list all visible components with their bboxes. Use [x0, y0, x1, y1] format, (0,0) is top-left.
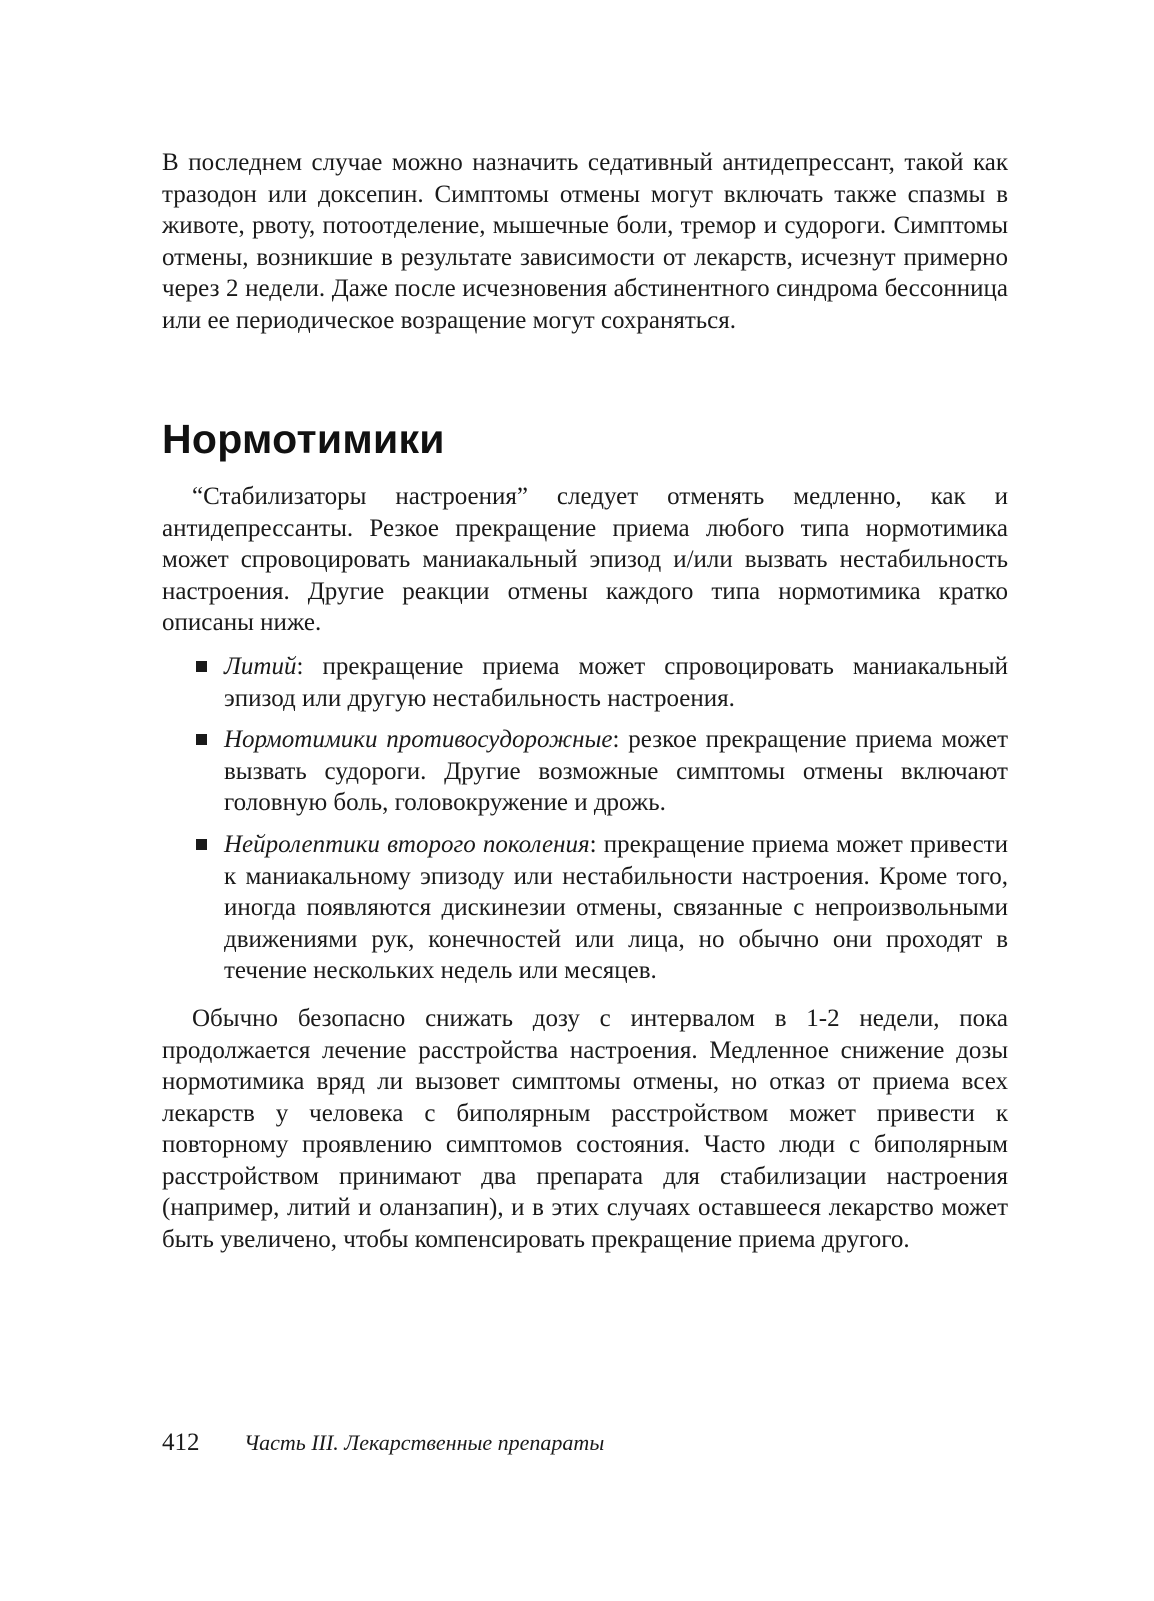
body-paragraph: В последнем случае можно назначить седативный антидепрессант, такой как тразодон или доксепин. Симптомы отмены могут включать также спазмы в животе, рвоту, потоотделение, мышечные боли, тремор и судороги. Симптомы отмены, возникшие в результате зависимости от лекарств, исчезнут примерно через 2 недели. Даже после исчезновения абстинентного синдрома бессонница или ее периодическое возращение могут сохраняться. [162, 149, 1008, 334]
list-item-term: Нормотимики противосудорожные [224, 726, 613, 754]
bullet-list [162, 651, 1008, 987]
list-item-text: : резкое прекращение приема может вызвать судороги. Другие возможные симптомы отмены включают головную боль, головокружение и дрожь. [224, 726, 1008, 817]
list-item [162, 651, 1008, 714]
list-item [162, 829, 1008, 987]
list-item-term: Литий [224, 652, 297, 680]
body-paragraph: Обычно безопасно снижать дозу с интервалом в 1-2 недели, пока продолжается лечение расстройства настроения. Медленное снижение дозы нормотимика вряд ли вызовет симптомы отмены, но отказ от приема всех лекарств у человека с биполярным расстройством может привести к повторному проявлению симптомов состояния. Часто люди с биполярным расстройством принимают два препарата для стабилизации настроения (например, литий и оланзапин), и в этих случаях оставшееся лекарство может быть увеличено, чтобы компенсировать прекращение приема другого. [162, 1004, 1008, 1254]
section-heading: Нормотимики [162, 416, 445, 462]
body-paragraph: “Стабилизаторы настроения” следует отменять медленно, как и антидепрессанты. Резкое прекращение приема любого типа нормотимика может спровоцировать маниакальный эпизод и/или вызвать нестабильность настроения. Другие реакции отмены каждого типа нормотимика кратко описаны ниже. [162, 483, 1008, 637]
running-footer-title: Часть III. Лекарственные препараты [244, 1430, 605, 1455]
page-number: 412 [162, 1429, 200, 1456]
page-content [162, 147, 1008, 1256]
list-item-text: : прекращение приема может спровоцировать маниакальный эпизод или другую нестабильность настроения. [224, 652, 1008, 712]
list-item [162, 724, 1008, 819]
list-item-text: : прекращение приема может привести к маниакальному эпизоду или нестабильности настроения. Кроме того, иногда появляются дискинезии отмены, связанные с непроизвольными движениями рук, конечностей или лица, но обычно они проходят в течение нескольких недель или месяцев. [224, 830, 1008, 985]
square-bullet-icon [196, 839, 207, 850]
square-bullet-icon [196, 661, 207, 672]
list-item-term: Нейролептики второго поколения [224, 830, 590, 858]
page-footer [162, 1428, 1008, 1458]
square-bullet-icon [196, 734, 207, 745]
